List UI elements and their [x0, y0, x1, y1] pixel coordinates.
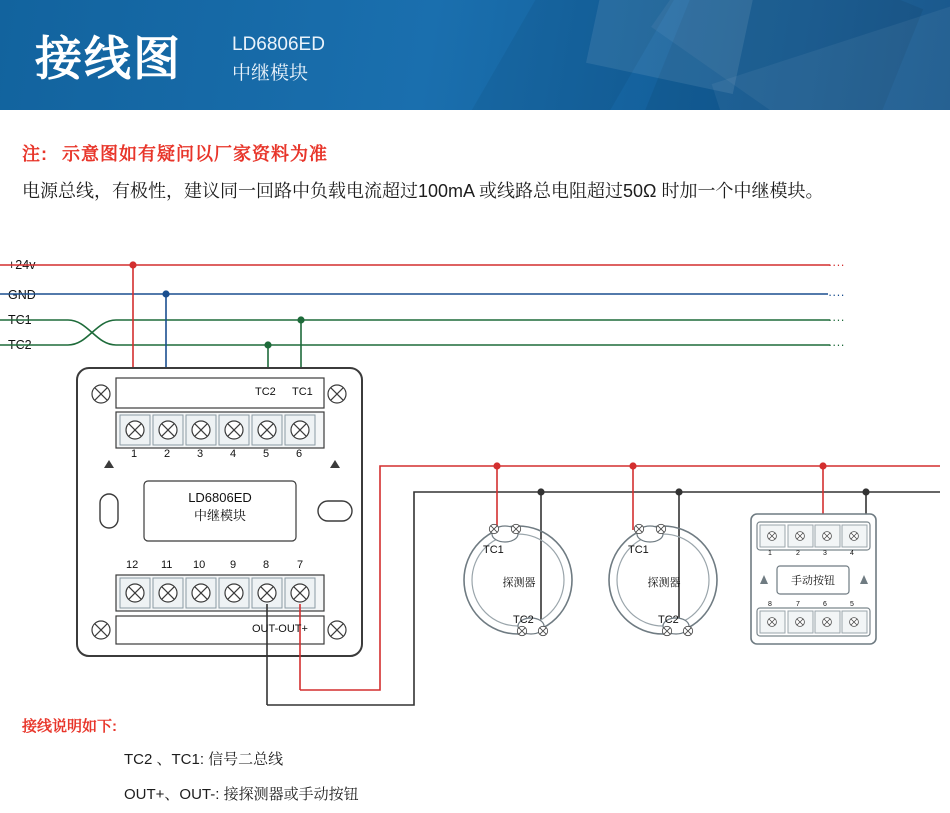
- module-top-number: 6: [296, 448, 303, 460]
- module-top-number: 4: [230, 448, 237, 460]
- detector-1-tc2-label: TC2: [513, 614, 534, 626]
- module-bottom-number: 8: [263, 559, 270, 571]
- bus-label-gnd: GND: [8, 288, 36, 302]
- manual-button-bottom-number: 6: [823, 601, 827, 608]
- module-top-number: 5: [263, 448, 270, 460]
- page-title: 接线图: [35, 32, 182, 87]
- module-bottom-number: 7: [297, 559, 304, 571]
- module-top-number: 1: [131, 448, 138, 460]
- footer-line-1: TC2 、TC1: 信号二总线: [124, 751, 284, 768]
- module-bottom-number: 11: [161, 559, 173, 571]
- manual-button-bottom-number: 5: [850, 601, 854, 608]
- manual-button-top-number: 4: [850, 550, 854, 557]
- module-bottom-number: 10: [193, 559, 206, 571]
- bus-continuation-gnd: ····: [828, 288, 845, 302]
- detector-1-tc1-label: TC1: [483, 544, 504, 556]
- note-lead: 注:: [22, 144, 48, 164]
- bus-continuation-tc1: ····: [828, 313, 845, 327]
- module-terminal-label-tc1: TC1: [292, 386, 313, 398]
- bus-label-24v: +24v: [8, 258, 36, 272]
- manual-button-top-number: 1: [768, 550, 772, 557]
- note-body: 电源总线，有极性，建议同一回路中负载电流超过100mA 或线路总电阻超过50Ω 时加一个中继模块。: [22, 181, 824, 201]
- module-top-number: 3: [197, 448, 204, 460]
- bus-continuation-24v: ····: [828, 258, 845, 272]
- manual-button-bottom-number: 8: [768, 601, 772, 608]
- footer-title: 接线说明如下:: [22, 718, 117, 735]
- bus-label-tc1: TC1: [8, 313, 32, 327]
- module-out-label: OUT-OUT+: [252, 623, 308, 635]
- module-name: [144, 489, 296, 525]
- note-warning-text: 示意图如有疑问以厂家资料为准: [62, 144, 328, 164]
- module-model-label: LD6806ED: [188, 490, 252, 505]
- manual-button-name: 手动按钮: [791, 575, 835, 587]
- header-model: LD6806ED: [232, 34, 325, 55]
- detector-1-name: 探测器: [502, 577, 536, 589]
- module-terminal-label-tc2: TC2: [255, 386, 276, 398]
- detector-2-tc2-label: TC2: [658, 614, 679, 626]
- manual-button-top-number: 3: [823, 550, 827, 557]
- detector-2-tc1-label: TC1: [628, 544, 649, 556]
- bus-label-tc2: TC2: [8, 338, 32, 352]
- manual-button-top-number: 2: [796, 550, 800, 557]
- detector-2-name: 探测器: [647, 577, 681, 589]
- module-bottom-number: 12: [126, 559, 139, 571]
- bus-continuation-tc2: ····: [828, 338, 845, 352]
- module-top-number: 2: [164, 448, 171, 460]
- footer-line-2: OUT+、OUT-: 接探测器或手动按钮: [124, 786, 359, 803]
- manual-button-bottom-number: 7: [796, 601, 800, 608]
- module-bottom-number: 9: [230, 559, 237, 571]
- module-type-label: 中继模块: [193, 508, 246, 523]
- header-subtitle-text: 中继模块: [232, 63, 309, 84]
